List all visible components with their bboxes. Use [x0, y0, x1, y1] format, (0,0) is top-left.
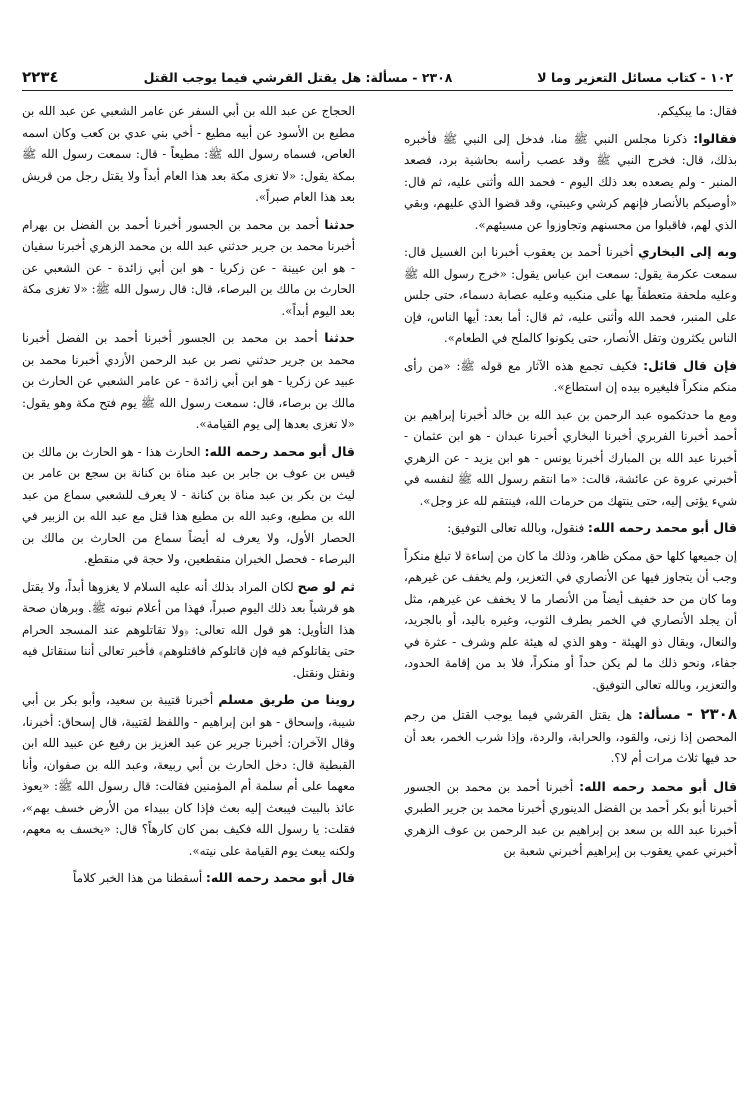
paragraph: [22, 689, 355, 862]
paragraph: [404, 241, 737, 350]
chapter-text: هل يقتل القرشي فيما يوجب القتل من رجم المحصن إذا زنى، والقود، والحرابة، والردة، وإذا شرب الخمر، بعد أن حد فيها ثلاث مرات أم لا؟.: [404, 708, 737, 765]
header-chapter-title: ٢٣٠٨ - مسألة: هل يقتل القرشي فيما يوجب القتل: [143, 69, 453, 85]
paragraph-text: الحارث هذا - هو الحارث بن مالك بن قيس بن عوف بن جابر بن عبد مناة بن كنانة بن سجع بن عامر بن ليث بن بكر بن عبد مناة بن كنانة - لا يعرف للشعبي سماع من عبد الله بن مطيع، وعبد الله بن مطيع هذا قتل مع عبد الله بن الزبير في الحصار الأول، ولا يعرف له أيضاً سماع من الحارث بن مالك بن البرصاء - فحصل الخبران منقطعين، ولا حجة في منقطع.: [22, 444, 355, 566]
header-book-title: ١٠٢ - كتاب مسائل التعزير وما لا: [537, 69, 733, 85]
paragraph-lead: فإن قال قائل:: [643, 357, 737, 373]
paragraph: [404, 776, 737, 863]
paragraph: [404, 545, 737, 697]
paragraph-text: فنقول، وبالله تعالى التوفيق:: [447, 521, 585, 535]
paragraph-text: أحمد بن محمد بن الجسور أخبرنا أحمد بن الفضل أخبرنا محمد بن جرير حدثني نصر بن عبد الرحمن الأزدي أخبرنا محمد بن عبيد عن زكريا - هو ابن أبي زائدة - عن عامر الشعبي عن الحارث بن مالك بن برصاء، قال: سمعت رسول الله ﷺ يوم فتح مكة وهو يقول: «لا تغزى بعدها إلى يوم القيامة».: [22, 331, 355, 431]
paragraph-lead: روينا من طريق مسلم: [218, 692, 355, 707]
paragraph: [22, 441, 355, 571]
paragraph-text: فكيف تجمع هذه الآثار مع قوله ﷺ: «من رأى منكم منكراً فليغيره بيده إن استطاع».: [404, 358, 737, 394]
paragraph-text: أخبرنا أحمد بن يعقوب أخبرنا ابن الغسيل قال: سمعت عكرمة يقول: سمعت ابن عباس يقول: «خرج رسول الله ﷺ وعليه ملحفة متعطفاً بها على منكبيه وعليه عصابة دسماء، حتى جلس على المنبر، فحمد الله وأثنى عليه، ثم قال: أما بعد: أيها الناس، فإن الناس يكثرون وتقل الأنصار، حتى يكونوا كالملح في الطعام».: [404, 245, 737, 345]
paragraph-lead: قال أبو محمد رحمه الله:: [205, 870, 355, 885]
paragraph-text: أخبرنا قتيبة بن سعيد، وأبو بكر بن أبي شيبة، وإسحاق - هو ابن إبراهيم - واللفظ لقتيبة، قال إسحاق: أخبرنا، وقال الآخران: أخبرنا جرير عن عبد العزيز بن رفيع عن عبيد الله ابن القبطية قال: دخل الحارث بن أبي ربيعة، وعبد الله بن صفوان، وأنا معهما على أم سلمة أم المؤمنين فقالت: قال رسول الله ﷺ: «يعوذ عائذ بالبيت فيبعث إليه بعث فإذا كان ببيداء من الأرض خسف بهم»، فقلت: يا رسول الله فكيف بمن كان كارهاً؟ قال: «يخسف به معهم، ولكنه يبعث يوم القيامة على نيته».: [22, 693, 355, 858]
chapter-label: مسألة:: [638, 707, 681, 722]
paragraph-lead: حدثنا: [324, 330, 355, 345]
paragraph-text: أسقطنا من هذا الخبر كلاماً: [73, 871, 203, 885]
header-rule: [22, 90, 733, 91]
paragraph-text: إن جميعها كلها حق ممكن ظاهر، وذلك ما كان من إساءة لا تبلغ منكراً وجب أن يتجاوز فيها عن الأنصاري في التعزير، ولم يخفف عن غيرهم، وما كان من حد خفيف أيضاً من الأنصار ما لا يخفف عن غيرهم، مثل أن يجلد الأنصاري في الخمر بطرف الثوب، وغيره باليد، أو بالجريد، والنعال، ويقال ذو الهيئة - وهو الذي له هيئة علم وشرف - عثرة في جفاء، ونحو ذلك ما لم يكن حداً أو منكراً، فلا بد من إقامة الحدود، والتعزير، وبالله تعالى التوفيق.: [404, 548, 737, 692]
left-column: [22, 100, 355, 1100]
paragraph-text: أحمد بن محمد بن الجسور أخبرنا أحمد بن الفضل بن بهرام أخبرنا محمد بن جرير حدثني عبد الله بن محمد الزهري أخبرنا سفيان - هو ابن عيينة - عن زكريا - هو ابن أبي زائدة - عن الشعبي عن الحارث بن مالك بن البرصاء، قال: قال رسول الله ﷺ: «لا تغزى مكة بعد اليوم أبداً».: [22, 217, 355, 318]
running-header: [22, 66, 733, 88]
paragraph: [22, 214, 355, 323]
paragraph: [404, 517, 737, 540]
paragraph-text: ذكرنا مجلس النبي ﷺ منا، فدخل إلى النبي ﷺ فأخبره بذلك، قال: فخرج النبي ﷺ وقد عصب رأسه بحاشية برد، فصعد المنبر - ولم يصعده بعد ذلك اليوم - فحمد الله وأثنى عليه، ثم قال: «أوصيكم بالأنصار فإنهم كرشي وعيبتي، وقد قضوا الذي عليهم، وبقي الذي لهم، فاقبلوا من محسنهم وتجاوزوا عن مسيئهم».: [404, 131, 737, 232]
page-number: ٢٢٣٤: [22, 68, 59, 86]
paragraph-text: ومع ما حدثكموه عبد الرحمن بن عبد الله بن خالد أخبرنا إبراهيم بن أحمد أخبرنا الفربري أخبرنا البخاري أخبرنا عبدان - هو ابن عثمان - أخبرنا عبد الله بن المبارك أخبرنا يونس - هو ابن يزيد - عن الزهري أخبرني عروة عن عائشة، قالت: «ما انتقم رسول الله ﷺ لنفسه في شيء يؤتى إليه، حتى ينتهك من حرمات الله، فينتقم لله عز وجل».: [404, 407, 737, 508]
paragraph: [404, 404, 737, 513]
paragraph-text: الحجاج عن عبد الله بن أبي السفر عن عامر الشعبي عن عبد الله بن مطيع بن الأسود عن أبيه مطيع - أخي بني عدي بن كعب وكان اسمه العاص، فسماه رسول الله ﷺ: مطيعاً - قال: سمعت رسول الله ﷺ بمكة يقول: «لا تغزى مكة بعد هذا العام أبداً ولا يقتل رجل من قريش بعد هذا العام صبراً».: [22, 104, 355, 204]
paragraph-text: فقال: ما يبكيكم.: [656, 104, 737, 118]
chapter-heading: [404, 704, 737, 770]
paragraph-text: لكان المراد بذلك أنه عليه السلام لا يغزوها أبداً، ولا يقتل هو قرشياً بعد ذلك اليوم صبراً، فهذا من أعلام نبوته ﷺ. وبرهان صحة هذا التأويل: هو قول الله تعالى: ﴿ولا تقاتلوهم عند المسجد الحرام حتى يقاتلوكم فيه فإن قاتلوكم فاقتلوهم﴾ فأخبر تعالى أننا سنقاتل فيه ونقتل ونقتل.: [22, 579, 355, 680]
paragraph-lead: فقالوا:: [693, 130, 737, 146]
paragraph: [22, 327, 355, 436]
paragraph: [22, 576, 355, 685]
paragraph: [404, 100, 737, 123]
paragraph-lead: قال أبو محمد رحمه الله:: [204, 443, 355, 459]
paragraph-lead: قال أبو محمد رحمه الله:: [579, 778, 737, 794]
chapter-number: ٢٣٠٨ -: [686, 705, 737, 723]
paragraph-lead: ثم لو صح: [297, 578, 355, 594]
paragraph: [22, 100, 355, 209]
paragraph: [404, 128, 737, 237]
paragraph: [404, 355, 737, 399]
paragraph-lead: وبه إلى البخاري: [638, 244, 737, 259]
paragraph: [22, 867, 355, 890]
paragraph-text: أخبرنا أحمد بن محمد بن الجسور أخبرنا أبو بكر أحمد بن الفضل الدينوري أخبرنا محمد بن جرير الطبري أخبرنا عبد الله بن سعد بن إبراهيم بن عبد الرحمن بن عوف الزهري أخبرني عمي يعقوب بن إبراهيم أخبرني شعبة بن: [404, 779, 737, 858]
right-column: [404, 100, 737, 1100]
paragraph-lead: حدثنا: [324, 216, 355, 232]
paragraph-lead: قال أبو محمد رحمه الله:: [587, 520, 737, 535]
